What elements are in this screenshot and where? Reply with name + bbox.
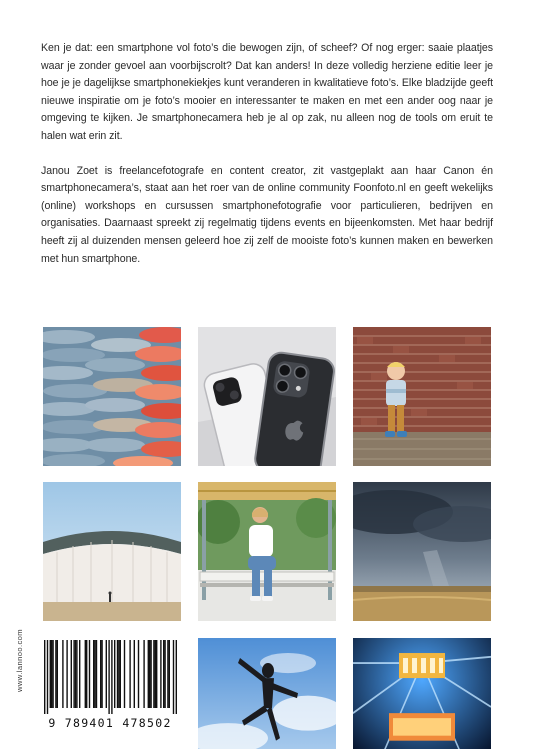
barcode-bar xyxy=(89,640,90,708)
barcode-bar xyxy=(173,640,174,714)
barcode-bar xyxy=(167,640,168,708)
photo-child-brick-wall xyxy=(353,327,491,466)
author-bio: Janou Zoet is freelancefotografe en content creator, zit vastgeplakt aan haar Canon én smartphonecamera’s, staat aan het roer van de online community Foonfoto.nl en geeft wekelijks (online) workshops en cursussen smartphonefotografie voor particulieren, bedrijven en organisaties. Daarnaast spreekt zij regelmatig tijdens events en bijeenkomsten. Met haar bedrijf heeft zij al duizenden mensen geleerd hoe zij zelf de mooiste foto’s kunnen maken en bewerken met hun smartphone. xyxy=(41,164,493,265)
barcode-bar xyxy=(51,640,52,708)
barcode-bar xyxy=(76,640,77,708)
barcode-bar xyxy=(149,640,150,708)
barcode-bar xyxy=(156,640,157,708)
barcode-bar xyxy=(57,640,58,708)
barcode-bar xyxy=(50,640,51,708)
isbn-number: 9 789401 478502 xyxy=(48,716,172,730)
barcode-bar xyxy=(85,640,86,708)
barcode-bar xyxy=(108,640,109,714)
barcode-bar xyxy=(73,640,74,708)
barcode-bar xyxy=(94,640,95,708)
barcode-bar xyxy=(120,640,121,708)
barcode-bar xyxy=(117,640,118,708)
barcode-bar xyxy=(106,640,107,708)
barcode-bar xyxy=(150,640,151,708)
barcode-bar xyxy=(79,640,80,708)
barcode-bar xyxy=(44,640,45,714)
barcode-bar xyxy=(96,640,97,708)
photo-fish-market xyxy=(43,327,181,466)
book-description: Ken je dat: een smartphone vol foto’s die bewogen zijn, of scheef? Of nog erger: saaie plaatjes waar je zonder gevoel aan voorbijscrolt? Dat kan anders! In deze volledig herziene editie leer je hoe je je dagelijkse smartphonekiekjes kunt veranderen in kwalitatieve foto’s. Elke bladzijde geeft nieuwe inspiratie om je foto’s mooier en interessanter te maken en met een ander oog naar je omgeving te kijken. Je smartphonecamera heb je al op zak, nu alleen nog de tools om eruit te halen wat erin zit. xyxy=(41,42,493,142)
barcode-bar xyxy=(71,640,72,708)
barcode-bar xyxy=(176,640,177,714)
photo-woman-on-bench xyxy=(198,482,336,621)
barcode-bar xyxy=(164,640,165,708)
barcode-bar xyxy=(66,640,67,708)
barcode-bar xyxy=(118,640,119,708)
barcode-bar xyxy=(111,640,112,714)
photo-stadium xyxy=(43,482,181,621)
barcode-bar xyxy=(163,640,164,708)
photo-concert-stage xyxy=(353,638,491,749)
photo-jumping-person xyxy=(198,638,336,749)
barcode-bar xyxy=(169,640,170,708)
barcode-bar xyxy=(75,640,76,708)
barcode-bar xyxy=(86,640,87,708)
barcode-bar xyxy=(101,640,102,708)
publisher-website: www.lannoo.com xyxy=(14,628,24,692)
barcode-bar xyxy=(160,640,161,708)
barcode-bar xyxy=(134,640,135,708)
barcode-bar xyxy=(129,640,130,708)
back-cover-blurb xyxy=(41,40,493,268)
barcode-bar xyxy=(62,640,63,708)
barcode-bar xyxy=(138,640,139,708)
barcode-bar xyxy=(47,640,48,714)
barcode-bar xyxy=(93,640,94,708)
barcode-bar xyxy=(153,640,154,708)
barcode-bar xyxy=(100,640,101,708)
photo-iphones xyxy=(198,327,336,466)
barcode-bar xyxy=(155,640,156,708)
barcode-bars xyxy=(41,640,177,714)
photo-storm-field xyxy=(353,482,491,621)
barcode-bar xyxy=(52,640,53,708)
barcode-bar xyxy=(55,640,56,708)
barcode-bar xyxy=(124,640,125,708)
barcode-bar xyxy=(148,640,149,708)
barcode-bar xyxy=(114,640,115,708)
barcode-bar xyxy=(143,640,144,708)
